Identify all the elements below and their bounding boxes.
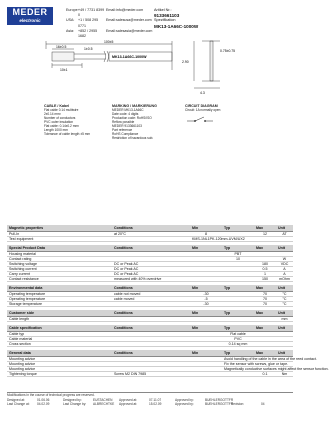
table-cell: Contact rating <box>7 257 112 262</box>
table-header: Unit <box>276 285 293 292</box>
table-header: Typ <box>222 350 254 357</box>
footer-cell: 04 <box>261 402 265 406</box>
footer-cell: Approved at: <box>119 397 138 402</box>
table-cell: Switching current <box>7 267 112 272</box>
contact-row <box>66 8 152 18</box>
table-cell <box>222 302 254 307</box>
table-cell: °C <box>276 297 293 302</box>
footer-cell: ALBRECHTKE <box>93 402 115 406</box>
dim-height-3: 0.75±0.75 <box>220 49 236 53</box>
footer-cell: 01.06.06 <box>37 397 50 402</box>
table-cell: 70 <box>254 297 276 302</box>
table-header: Min <box>190 225 222 232</box>
circuit-note-title: CIRCUIT DIAGRAM <box>185 104 218 108</box>
table-cell: Operating temperature <box>7 297 112 302</box>
contact-cell: Email: <box>106 28 116 33</box>
note-line: MEDER MK13-1A66C <box>112 108 144 112</box>
table-cell: VDC <box>276 262 293 267</box>
note-line: Flat cable: 0.14x0.2 mm² <box>44 124 80 128</box>
note-line: Number of conductors <box>44 116 76 120</box>
table-cell: DC or Peak AC <box>112 262 190 267</box>
table-cell: PVC <box>222 337 254 342</box>
table-header: Conditions <box>112 350 190 357</box>
spec-table-cable-specification <box>7 325 293 347</box>
table-cell: 150 <box>254 277 276 282</box>
table-cell: Mounting advice <box>7 367 112 372</box>
table-cell: Avoid handling of the cable in the area of the reed contact. <box>224 357 317 361</box>
footer-cell: BUEHLERGOTTFR <box>205 402 234 406</box>
table-cell: 0.5 <box>254 267 276 272</box>
note-line: Circuit: 1A normally open <box>185 108 221 112</box>
table-cell: °C <box>276 302 293 307</box>
footer-cell: Approved by: <box>175 397 194 402</box>
table-header: Unit <box>276 325 293 332</box>
note-line: PVC outer insulation <box>44 120 74 124</box>
table-cell <box>190 317 222 322</box>
table-cell: 70 <box>254 292 276 297</box>
table-cell: 180 <box>254 262 276 267</box>
note-line: Length 1000 mm <box>44 128 68 132</box>
contact-cell: Email: <box>106 8 116 12</box>
dim-height-4: 4.3 <box>200 91 205 95</box>
article-number: 9133661103 <box>154 13 180 19</box>
table-cell: PBT <box>222 252 254 257</box>
table-header: Typ <box>222 310 254 317</box>
dim-height-1: 1±0.5 <box>84 47 93 51</box>
table-cell: Cross section <box>7 342 112 347</box>
table-title: Cable specification <box>7 325 112 332</box>
table-header: Min <box>190 310 222 317</box>
table-cell: Tightening torque <box>7 372 112 377</box>
table-header: Typ <box>222 225 254 232</box>
meder-logo <box>7 7 53 25</box>
table-cell: Housing material <box>7 252 112 257</box>
table-cell: 0.14 sq mm <box>222 342 254 347</box>
table-cell: KMS-1NL1PK-120mm-UVM/UX2 <box>192 237 245 241</box>
note-line: Restriction of hazardous sub. <box>112 136 154 140</box>
footer-cell: EUSTACHEN <box>93 397 113 402</box>
table-title: Customer side <box>7 310 112 317</box>
marking-note-title: MARKING / MARKIERUNG <box>112 104 157 108</box>
table-cell: Switching voltage <box>7 262 112 267</box>
table-cell <box>190 342 222 347</box>
note-line: Date code: 4 digits <box>112 112 139 116</box>
table-row <box>7 302 293 307</box>
note-line: MEDER 9133661103 <box>112 124 142 128</box>
table-cell: mm <box>276 317 293 322</box>
table-cell <box>222 317 254 322</box>
logo-line2: electronic <box>19 18 41 23</box>
table-header: Max <box>254 325 276 332</box>
table-header: Unit <box>276 225 293 232</box>
table-cell: 0.1 <box>254 372 276 377</box>
note-line: RoHS Compliance <box>112 132 139 136</box>
table-cell: 10 <box>222 257 254 262</box>
dim-width-1: 16±0.5 <box>56 45 67 49</box>
note-line: 2x0.14 mm² <box>44 112 61 116</box>
table-header: Unit <box>276 245 293 252</box>
table-cell: AT <box>276 232 293 237</box>
table-cell: Operating temperature <box>7 292 112 297</box>
table-title: General data <box>7 350 112 357</box>
table-cell: Cable typ <box>7 332 112 337</box>
dim-width-2: 10±1 <box>60 68 68 72</box>
footer-cell: Designed at: <box>7 397 25 402</box>
contact-cell: USA: <box>66 18 75 23</box>
table-row <box>7 317 293 322</box>
table-cell <box>112 237 190 242</box>
table-cell: DC or Peak AC <box>112 267 190 272</box>
footer-cell: Modifications in the course of technical progress are reserved. <box>7 393 95 397</box>
contact-cell: salesasia@meder.com <box>116 28 153 33</box>
table-header: Max <box>254 245 276 252</box>
table-cell <box>222 372 254 377</box>
table-cell: Flat cable <box>222 332 254 337</box>
footer-cell: Designed by: <box>63 397 82 402</box>
table-row <box>7 237 293 242</box>
table-cell <box>112 317 190 322</box>
table-cell: cable moved <box>112 297 190 302</box>
table-header: Min <box>190 325 222 332</box>
dim-height-2: 2.90 <box>182 60 189 64</box>
table-cell: Nm <box>276 372 293 377</box>
contact-cell: +852 / 2955 1682 <box>78 28 98 39</box>
footer-cell: Approved at: <box>119 402 138 406</box>
table-cell <box>254 237 276 242</box>
table-header: Max <box>254 285 276 292</box>
table-cell <box>276 237 293 242</box>
table-cell: mOhm <box>276 277 293 282</box>
table-cell: -30 <box>190 302 222 307</box>
note-line: Flat cable 0.14 multiwire <box>44 108 79 112</box>
spec-table-general-data <box>7 350 329 377</box>
cable-note <box>44 104 106 136</box>
footer-cell: 07.11.07 <box>149 397 162 402</box>
table-header: Unit <box>276 350 293 357</box>
table-cell: Mounting advice <box>7 362 112 367</box>
table-cell: °C <box>276 292 293 297</box>
table-title: Environmental data <box>7 285 112 292</box>
spec-table-customer-side <box>7 310 293 322</box>
table-cell: Storage temperature <box>7 302 112 307</box>
table-cell: Fix the sensor with screws, glue or tape. <box>224 362 289 366</box>
technical-drawing <box>44 38 254 100</box>
table-row <box>7 277 293 282</box>
table-row <box>7 342 293 347</box>
table-cell: Magnetically conductive surfaces might affect the sensor function. <box>224 367 329 371</box>
table-cell <box>112 342 190 347</box>
table-cell <box>190 372 222 377</box>
note-line: Reflow possible <box>112 120 135 124</box>
table-cell: Pull-In <box>7 232 112 237</box>
spec-table-environmental-data <box>7 285 293 307</box>
table-cell: measured with 40% overdrive <box>112 277 190 282</box>
table-title: Special Product Data <box>7 245 112 252</box>
table-cell: Cable material <box>7 337 112 342</box>
contact-cell: salesusa@meder.com <box>116 18 152 23</box>
table-cell: cable not moved <box>112 292 190 297</box>
table-header: Max <box>254 310 276 317</box>
footer-cell: Approved by: <box>175 402 194 406</box>
spec-table-special-product-data <box>7 245 293 282</box>
table-header: Conditions <box>112 245 190 252</box>
dim-length: 100±5 <box>104 40 114 44</box>
table-cell: Cable length <box>7 317 112 322</box>
table-cell: 70 <box>254 302 276 307</box>
table-cell: -5 <box>190 297 222 302</box>
contact-cell: +1 / 508 295 0771 <box>78 18 99 28</box>
spec-value: MK13-1A66C-1000W <box>154 23 199 29</box>
table-header: Max <box>254 225 276 232</box>
table-header: Conditions <box>112 325 190 332</box>
footer-row <box>7 402 293 407</box>
table-cell <box>112 302 190 307</box>
table-cell: Test equipment <box>7 237 112 242</box>
table-header: Conditions <box>112 225 190 232</box>
table-header: Conditions <box>112 310 190 317</box>
table-cell: Contact resistance <box>7 277 112 282</box>
article-info <box>154 8 198 29</box>
table-cell: DC or Peak AC <box>112 272 190 277</box>
table-cell: A <box>276 267 293 272</box>
table-cell: -30 <box>190 292 222 297</box>
spec-label: Spezifikation <box>154 18 176 23</box>
contact-row <box>66 18 152 28</box>
note-line: Tolerance of cable length ±5 mm <box>44 132 91 136</box>
table-cell <box>254 342 276 347</box>
footer-cell: Last Change by: <box>63 402 87 406</box>
table-header: Typ <box>222 245 254 252</box>
article-number-label: Artikel Nr.: <box>154 8 172 12</box>
contact-cell: +49 / 7731 8399 0 <box>78 8 105 18</box>
document-footer <box>7 392 293 407</box>
table-row <box>7 372 293 377</box>
table-cell: 12 <box>254 232 276 237</box>
table-cell: A <box>276 272 293 277</box>
logo-line1: MEDER <box>12 7 48 17</box>
table-cell <box>222 277 254 282</box>
table-header: Max <box>254 350 276 357</box>
footer-cell: BUEHLERGOTTFR <box>205 397 234 402</box>
circuit-note <box>185 104 245 129</box>
circuit-diagram-icon <box>185 114 215 128</box>
table-header: Min <box>190 245 222 252</box>
table-cell: 1 <box>254 272 276 277</box>
contact-cell: Asia: <box>66 28 74 33</box>
note-line: Production code: RoHS/ISO <box>112 116 152 120</box>
table-cell: 8 <box>190 232 222 237</box>
contact-block <box>66 8 152 39</box>
table-header: Typ <box>222 285 254 292</box>
marking-note <box>112 104 178 140</box>
table-header: Conditions <box>112 285 190 292</box>
footer-cell: 15.02.09 <box>149 402 162 406</box>
table-cell: Screw M2 DIN 7985 <box>112 372 190 377</box>
contact-cell: info@meder.com <box>116 8 144 12</box>
table-cell: Mounting advice <box>7 357 112 362</box>
table-cell <box>254 317 276 322</box>
contact-cell: Europe: <box>66 8 79 12</box>
table-cell <box>190 277 222 282</box>
spec-table-magnetic-properties <box>7 225 293 242</box>
part-label: MK13-1A66C-1000W <box>112 55 147 59</box>
table-header: Min <box>190 285 222 292</box>
cable-note-title: CABLE / Kabel <box>44 104 70 108</box>
footer-cell: Last Change at: <box>7 402 30 406</box>
footer-cell: 04.02.09 <box>37 402 50 406</box>
table-header: Min <box>190 350 222 357</box>
table-cell <box>276 342 293 347</box>
table-title: Magnetic properties <box>7 225 112 232</box>
table-cell: at 20°C <box>112 232 190 237</box>
table-header: Unit <box>276 310 293 317</box>
table-cell: Carry current <box>7 272 112 277</box>
table-cell: W <box>276 257 293 262</box>
contact-cell: Email: <box>106 18 116 23</box>
table-header: Typ <box>222 325 254 332</box>
footer-cell: Revision: <box>231 402 245 406</box>
note-line: Part reference <box>112 128 133 132</box>
